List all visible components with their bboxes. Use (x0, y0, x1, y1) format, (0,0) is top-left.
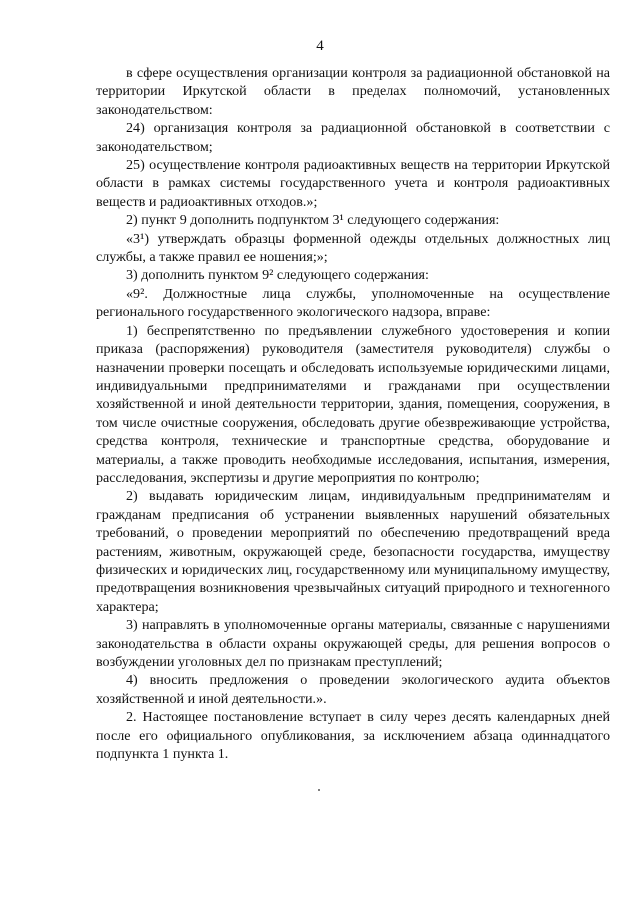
paragraph-amend-point-9-2: 3) дополнить пунктом 9² следующего содержания: (126, 267, 429, 284)
paragraph-right-2: 2) выдавать юридическим лицам, индивидуальным предпринимателям и гражданам предписания об устранении выявленных нарушений обязательных требований, о проведении мероприятий по обеспечению предотвращений вреда растениям, животным, окружающей среде, безопасности государства, имуществу физических и юридических лиц, государственному или муниципальному имуществу, предотвращения возникновения чрезвычайных ситуаций природного и техногенного характера; (96, 488, 610, 615)
paragraph-item-24: 24) организация контроля за радиационной обстановкой в соответствии с законодательством; (96, 120, 610, 155)
paragraph-radiation-intro: в сфере осуществления организации контроля за радиационной обстановкой на территории Иркутской области в пределах полномочий, установленных законодательством: (96, 65, 610, 118)
page-number: 4 (316, 38, 324, 54)
paragraph-right-4: 4) вносить предложения о проведении экологического аудита объектов хозяйственной и иной деятельности.». (96, 672, 610, 707)
paragraph-right-1: 1) беспрепятственно по предъявлении служебного удостоверения и копии приказа (распоряжения) руководителя (заместителя руководителя) службы о назначении проверки посещать и обследовать используемые юридическими лицами, индивидуальными предпринимателями и гражданами при осуществлении хозяйственной и иной деятельности территории, здания, помещения, сооружения, в том числе очистные сооружения, обследовать другие обезвреживающие устройства, средства контроля, технические и транспортные средства, оборудование и материалы, а также проводить необходимые исследования, испытания, измерения, расследования, экспертизы и другие мероприятия по контролю; (96, 322, 610, 486)
document-body (96, 64, 610, 763)
paragraph-item-25: 25) осуществление контроля радиоактивных веществ на территории Иркутской области в рамках системы государственного учета и контроля радиоактивных веществ и радиоактивных отходов.»; (96, 157, 610, 210)
paragraph-subitem-3-1: «3¹) утверждать образцы форменной одежды отдельных должностных лиц службы, а также правил ее ношения;»; (96, 230, 610, 266)
paragraph-point-9-2: «9². Должностные лица службы, уполномоченные на осуществление регионального государственного экологического надзора, вправе: (96, 285, 610, 321)
paragraph-effective-date: 2. Настоящее постановление вступает в силу через десять календарных дней после его официального опубликования, за исключением абзаца одиннадцатого подпункта 1 пункта 1. (96, 709, 610, 763)
scan-speck (318, 789, 320, 791)
paragraph-amend-point-9: 2) пункт 9 дополнить подпунктом 3¹ следующего содержания: (126, 212, 500, 229)
paragraph-right-3: 3) направлять в уполномоченные органы материалы, связанные с нарушениями законодательства в области охраны окружающей среды, для решения вопросов о возбуждении уголовных дел по признакам преступлений; (96, 617, 610, 670)
